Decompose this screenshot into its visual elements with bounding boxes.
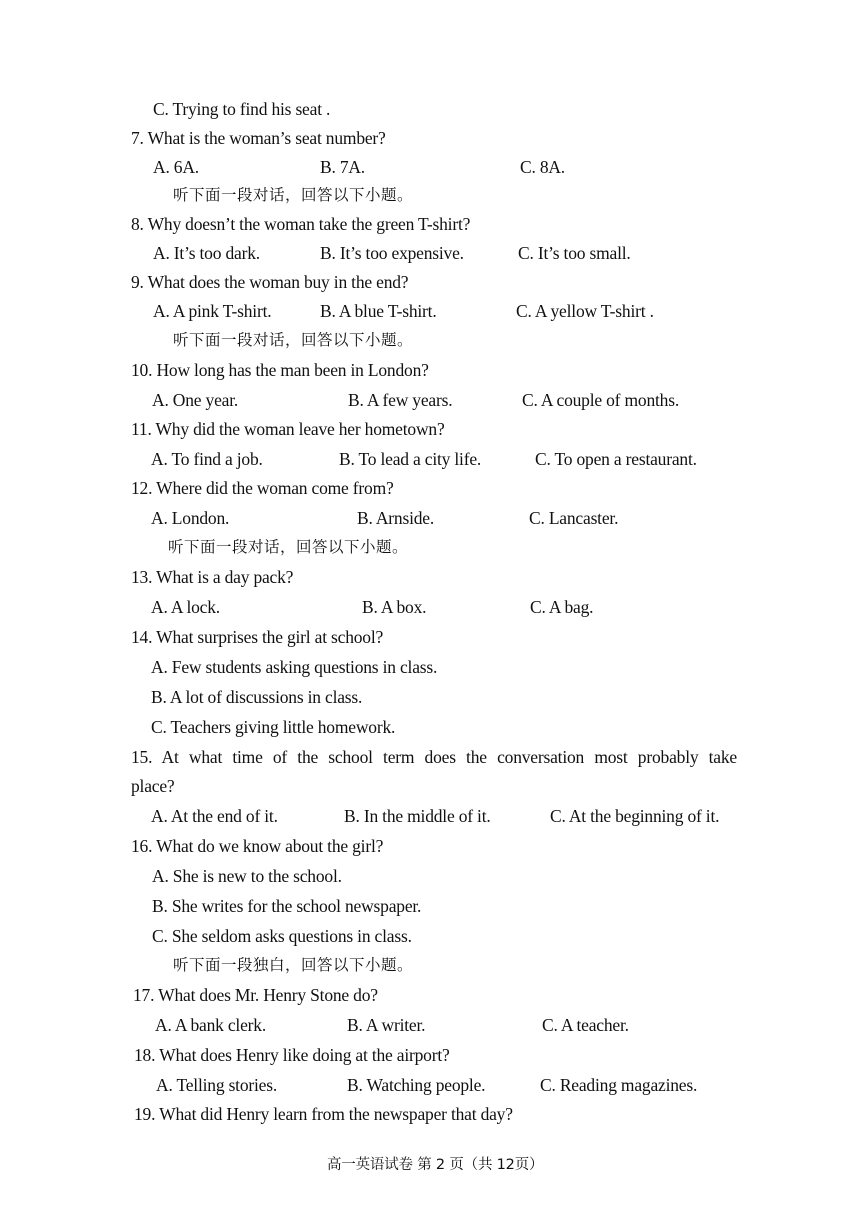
question-14: 14. What surprises the girl at school? [131, 627, 384, 647]
question-11: 11. Why did the woman leave her hometown? [131, 419, 445, 439]
option-c: C. A teacher. [542, 1015, 629, 1035]
section-instruction: 听下面一段独白，回答以下小题。 [173, 956, 414, 974]
option-a: A. It’s too dark. [153, 243, 260, 263]
question-15: 15. At what time of the school term does the conversation most probably take [131, 747, 737, 767]
option-text: B. A lot of discussions in class. [151, 687, 363, 707]
section-instruction: 听下面一段对话，回答以下小题。 [173, 331, 414, 349]
option-c: C. Lancaster. [529, 508, 619, 528]
option-a: A. Telling stories. [156, 1075, 278, 1095]
option-a: A. A pink T-shirt. [153, 301, 272, 321]
section-instruction: 听下面一段对话，回答以下小题。 [168, 538, 409, 556]
option-b: B. A box. [362, 597, 427, 617]
option-b: B. Arnside. [357, 508, 435, 528]
question-19: 19. What did Henry learn from the newspaper that day? [134, 1104, 513, 1124]
option-c: C. At the beginning of it. [550, 806, 720, 826]
option-a: A. To find a job. [151, 449, 263, 469]
option-text: A. She is new to the school. [152, 866, 342, 886]
option-b: B. To lead a city life. [339, 449, 482, 469]
option-a: A. A bank clerk. [155, 1015, 267, 1035]
option-a: A. At the end of it. [151, 806, 278, 826]
option-text: B. She writes for the school newspaper. [152, 896, 422, 916]
option-b: B. A blue T-shirt. [320, 301, 437, 321]
option-b: B. 7A. [320, 157, 365, 177]
question-10: 10. How long has the man been in London? [131, 360, 429, 380]
option-b: B. In the middle of it. [344, 806, 491, 826]
option-b: B. A few years. [348, 390, 453, 410]
option-text: A. Few students asking questions in class. [151, 657, 438, 677]
option-text: C. She seldom asks questions in class. [152, 926, 412, 946]
page-footer: 高一英语试卷 第 2 页（共 12页） [327, 1157, 544, 1173]
option-a: A. A lock. [151, 597, 220, 617]
option-c: C. A bag. [530, 597, 594, 617]
question-17: 17. What does Mr. Henry Stone do? [133, 985, 378, 1005]
option-c: C. A yellow T-shirt . [516, 301, 654, 321]
option-c: C. Reading magazines. [540, 1075, 698, 1095]
question-8: 8. Why doesn’t the woman take the green T-shirt? [131, 214, 471, 234]
option-c: C. To open a restaurant. [535, 449, 697, 469]
option-b: B. A writer. [347, 1015, 426, 1035]
option-b: B. Watching people. [347, 1075, 486, 1095]
option-text: C. Trying to find his seat . [153, 99, 331, 119]
option-c: C. 8A. [520, 157, 565, 177]
question-13: 13. What is a day pack? [131, 567, 294, 587]
option-a: A. London. [151, 508, 230, 528]
option-a: A. One year. [152, 390, 239, 410]
question-15-continued: place? [131, 776, 175, 796]
question-7: 7. What is the woman’s seat number? [131, 128, 386, 148]
question-9: 9. What does the woman buy in the end? [131, 272, 409, 292]
option-c: C. A couple of months. [522, 390, 679, 410]
section-instruction: 听下面一段对话，回答以下小题。 [173, 186, 414, 204]
question-18: 18. What does Henry like doing at the airport? [134, 1045, 450, 1065]
option-a: A. 6A. [153, 157, 199, 177]
option-text: C. Teachers giving little homework. [151, 717, 396, 737]
option-c: C. It’s too small. [518, 243, 631, 263]
question-12: 12. Where did the woman come from? [131, 478, 394, 498]
question-16: 16. What do we know about the girl? [131, 836, 384, 856]
option-b: B. It’s too expensive. [320, 243, 464, 263]
